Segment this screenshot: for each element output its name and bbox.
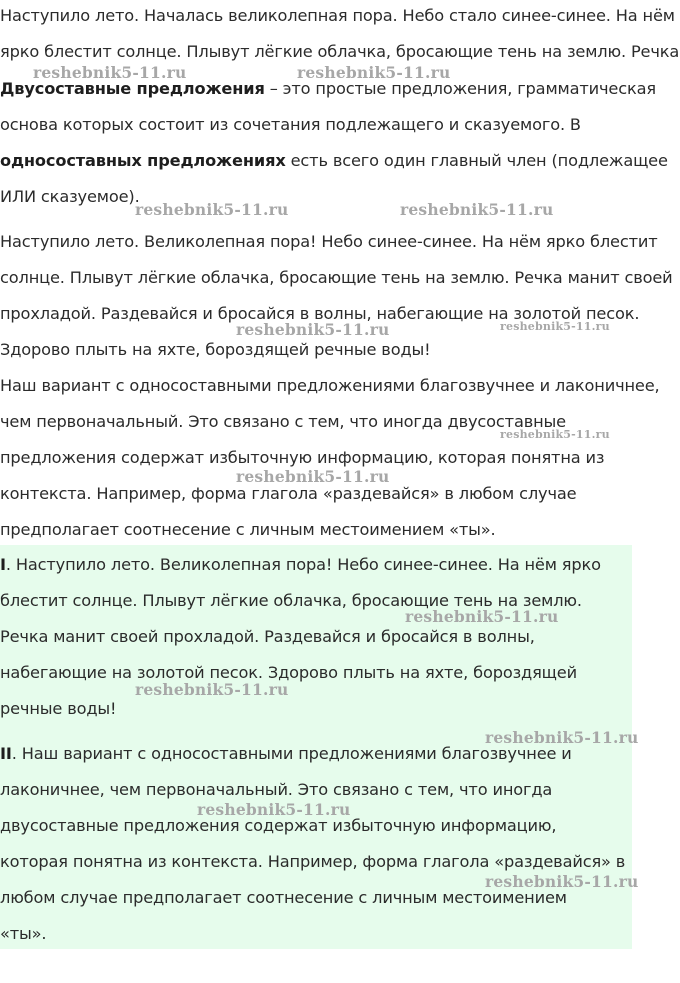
answer-2-line-1-text: . Наш вариант с односоставными предложениями благозвучнее и (11, 744, 572, 763)
watermark: reshebnik5-11.ru (135, 200, 289, 219)
definition-text-1: – это простые предложения, грамматическая (264, 79, 656, 98)
answer-2-line-4: которая понятна из контекста. Например, форма глагола «раздевайся» в (0, 852, 626, 871)
definition-line-1 (0, 79, 656, 99)
watermark: reshebnik5-11.ru (236, 467, 390, 486)
roman-numeral-two: II (0, 744, 12, 763)
explanation-line-5: предполагает соотнесение с личным местоимением «ты». (0, 520, 496, 539)
intro-line-1: Наступило лето. Началась великолепная пора. Небо стало синее-синее. На нём (0, 6, 675, 25)
rewrite-line-3: прохладой. Раздевайся и бросайся в волны, набегающие на золотой песок. (0, 304, 640, 323)
watermark: reshebnik5-11.ru (485, 872, 639, 891)
explanation-line-4: контекста. Например, форма глагола «раздевайся» в любом случае (0, 484, 577, 503)
definition-line-2: основа которых состоит из сочетания подлежащего и сказуемого. В (0, 115, 581, 134)
definition-text-3: есть всего один главный член (подлежащее (285, 151, 668, 170)
answer-2-line-2: лаконичнее, чем первоначальный. Это связано с тем, что иногда (0, 780, 553, 799)
watermark: reshebnik5-11.ru (405, 607, 559, 626)
rewrite-line-1: Наступило лето. Великолепная пора! Небо синее-синее. На нём ярко блестит (0, 232, 658, 251)
watermark: reshebnik5-11.ru (236, 320, 390, 339)
explanation-line-1: Наш вариант с односоставными предложениями благозвучнее и лаконичнее, (0, 376, 660, 395)
rewrite-line-4: Здорово плыть на яхте, бороздящей речные воды! (0, 340, 431, 359)
answer-1-line-4: набегающие на золотой песок. Здорово плыть на яхте, бороздящей (0, 663, 577, 682)
watermark: reshebnik5-11.ru (135, 680, 289, 699)
definition-line-4: ИЛИ сказуемое). (0, 187, 140, 206)
definition-line-3 (0, 151, 668, 171)
term-one-part-sentences: односоставных предложениях (0, 151, 286, 170)
answer-1-line-1-text: . Наступило лето. Великолепная пора! Небо синее-синее. На нём ярко (5, 555, 601, 574)
term-two-part-sentences: Двусоставные предложения (0, 79, 265, 98)
watermark: reshebnik5-11.ru (297, 63, 451, 82)
answer-2-line-1 (0, 744, 572, 764)
intro-line-2: ярко блестит солнце. Плывут лёгкие облачка, бросающие тень на землю. Речка (0, 42, 680, 61)
answer-2-line-5: любом случае предполагает соотнесение с личным местоимением (0, 888, 567, 907)
watermark: reshebnik5-11.ru (400, 200, 554, 219)
explanation-line-2: чем первоначальный. Это связано с тем, что иногда двусоставные (0, 412, 566, 431)
roman-numeral-one: I (0, 555, 6, 574)
explanation-line-3: предложения содержат избыточную информацию, которая понятна из (0, 448, 605, 467)
watermark: reshebnik5-11.ru (500, 320, 610, 333)
watermark: reshebnik5-11.ru (197, 800, 351, 819)
answer-1-line-5: речные воды! (0, 699, 117, 718)
answer-2-line-3: двусоставные предложения содержат избыточную информацию, (0, 816, 557, 835)
answer-1-line-3: Речка манит своей прохладой. Раздевайся и бросайся в волны, (0, 627, 535, 646)
watermark: reshebnik5-11.ru (500, 428, 610, 441)
answer-1-line-1 (0, 555, 601, 575)
watermark: reshebnik5-11.ru (33, 63, 187, 82)
rewrite-line-2: солнце. Плывут лёгкие облачка, бросающие тень на землю. Речка манит своей (0, 268, 673, 287)
watermark: reshebnik5-11.ru (485, 728, 639, 747)
answer-1-line-2: блестит солнце. Плывут лёгкие облачка, бросающие тень на землю. (0, 591, 582, 610)
answer-2-line-6: «ты». (0, 924, 47, 943)
